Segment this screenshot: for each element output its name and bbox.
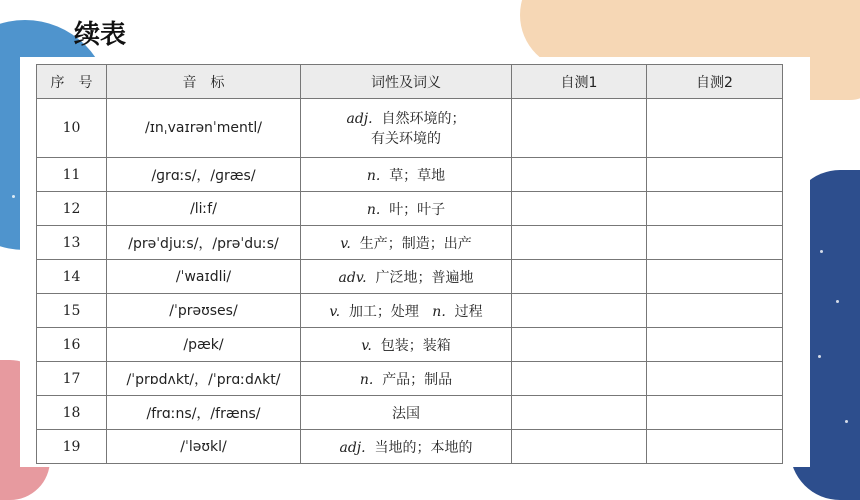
self-test-2-cell[interactable] <box>647 192 783 226</box>
part-of-speech: adv. <box>338 269 367 286</box>
row-phonetic: /ɪnˌvaɪrənˈmentl/ <box>107 99 301 158</box>
self-test-1-cell[interactable] <box>512 158 647 192</box>
header-meaning: 词性及词义 <box>301 65 512 99</box>
table-row <box>37 362 783 396</box>
header-self-test-1: 自测1 <box>512 65 647 99</box>
meaning-line <box>301 437 511 457</box>
meaning-text: 过程 <box>454 303 483 320</box>
row-meaning <box>301 328 512 362</box>
self-test-2-cell[interactable] <box>647 328 783 362</box>
self-test-1-cell[interactable] <box>512 430 647 464</box>
table-body <box>37 99 783 464</box>
meaning-text: 广泛地；普遍地 <box>375 269 474 286</box>
self-test-2-cell[interactable] <box>647 294 783 328</box>
header-number: 序 号 <box>37 65 107 99</box>
self-test-2-cell[interactable] <box>647 396 783 430</box>
meaning-line <box>301 165 511 185</box>
meaning-line <box>301 108 511 128</box>
decor-star-dot <box>818 355 821 358</box>
row-meaning <box>301 226 512 260</box>
row-meaning <box>301 192 512 226</box>
table-row <box>37 396 783 430</box>
meaning-line <box>301 369 511 389</box>
table-row <box>37 260 783 294</box>
meaning-line <box>301 199 511 219</box>
row-number: 11 <box>37 158 107 192</box>
meaning-line <box>301 267 511 287</box>
row-meaning <box>301 260 512 294</box>
row-number: 15 <box>37 294 107 328</box>
self-test-1-cell[interactable] <box>512 328 647 362</box>
self-test-2-cell[interactable] <box>647 226 783 260</box>
meaning-text: 产品；制品 <box>382 371 453 388</box>
self-test-1-cell[interactable] <box>512 294 647 328</box>
part-of-speech: v. <box>361 337 372 354</box>
row-phonetic: /ˈprəʊses/ <box>107 294 301 328</box>
meaning-line <box>301 335 511 355</box>
decor-star-dot <box>820 250 823 253</box>
row-meaning <box>301 294 512 328</box>
self-test-2-cell[interactable] <box>647 158 783 192</box>
header-phonetic: 音 标 <box>107 65 301 99</box>
self-test-1-cell[interactable] <box>512 362 647 396</box>
self-test-1-cell[interactable] <box>512 192 647 226</box>
self-test-1-cell[interactable] <box>512 226 647 260</box>
table-row <box>37 192 783 226</box>
row-number: 16 <box>37 328 107 362</box>
row-phonetic: /ˈwaɪdli/ <box>107 260 301 294</box>
part-of-speech: n. <box>366 167 381 184</box>
header-row <box>37 65 783 99</box>
self-test-2-cell[interactable] <box>647 99 783 158</box>
row-number: 18 <box>37 396 107 430</box>
table-row <box>37 430 783 464</box>
meaning-line <box>301 403 511 423</box>
meaning-text: 法国 <box>392 405 420 422</box>
decor-star-dot <box>12 195 15 198</box>
table-row <box>37 99 783 158</box>
row-phonetic: /ˈləʊkl/ <box>107 430 301 464</box>
row-phonetic: /prəˈdjuːs/，/prəˈduːs/ <box>107 226 301 260</box>
table-row <box>37 158 783 192</box>
row-number: 14 <box>37 260 107 294</box>
part-of-speech: v. <box>329 303 341 320</box>
decor-star-dot <box>836 300 839 303</box>
row-phonetic: /liːf/ <box>107 192 301 226</box>
part-of-speech: adj. <box>339 439 366 456</box>
self-test-2-cell[interactable] <box>647 260 783 294</box>
self-test-2-cell[interactable] <box>647 362 783 396</box>
self-test-1-cell[interactable] <box>512 260 647 294</box>
row-number: 17 <box>37 362 107 396</box>
row-phonetic: /frɑːns/，/fræns/ <box>107 396 301 430</box>
self-test-2-cell[interactable] <box>647 430 783 464</box>
meaning-text: 包装；装箱 <box>380 337 451 354</box>
decor-star-dot <box>845 420 848 423</box>
meaning-text: 当地的；本地的 <box>374 439 473 456</box>
vocab-table <box>36 64 783 464</box>
self-test-1-cell[interactable] <box>512 396 647 430</box>
row-number: 19 <box>37 430 107 464</box>
row-meaning <box>301 99 512 158</box>
part-of-speech: n. <box>432 303 446 320</box>
row-phonetic: /ˈprɒdʌkt/，/ˈprɑːdʌkt/ <box>107 362 301 396</box>
meaning-line: 有关环境的 <box>371 131 441 147</box>
row-meaning <box>301 396 512 430</box>
row-phonetic: /pæk/ <box>107 328 301 362</box>
row-number: 13 <box>37 226 107 260</box>
table-row <box>37 226 783 260</box>
table-panel <box>20 57 810 467</box>
table-row <box>37 328 783 362</box>
meaning-line <box>301 233 511 253</box>
meaning-text: 生产；制造；出产 <box>359 235 472 252</box>
part-of-speech: v. <box>340 235 351 252</box>
part-of-speech: n. <box>359 371 374 388</box>
part-of-speech: adj. <box>346 111 373 127</box>
row-meaning <box>301 430 512 464</box>
row-number: 12 <box>37 192 107 226</box>
meaning-text: 自然环境的； <box>381 111 466 127</box>
meaning-line <box>301 301 511 321</box>
meaning-text: 草；草地 <box>389 167 446 184</box>
self-test-1-cell[interactable] <box>512 99 647 158</box>
meaning-text: 加工；处理 <box>348 303 419 320</box>
header-self-test-2: 自测2 <box>647 65 783 99</box>
row-meaning <box>301 158 512 192</box>
row-meaning <box>301 362 512 396</box>
meaning-text: 叶；叶子 <box>389 201 446 218</box>
table-row <box>37 294 783 328</box>
part-of-speech: n. <box>366 201 381 218</box>
slide-title: 续表 <box>74 20 127 50</box>
row-phonetic: /ɡrɑːs/，/ɡræs/ <box>107 158 301 192</box>
row-number: 10 <box>37 99 107 158</box>
